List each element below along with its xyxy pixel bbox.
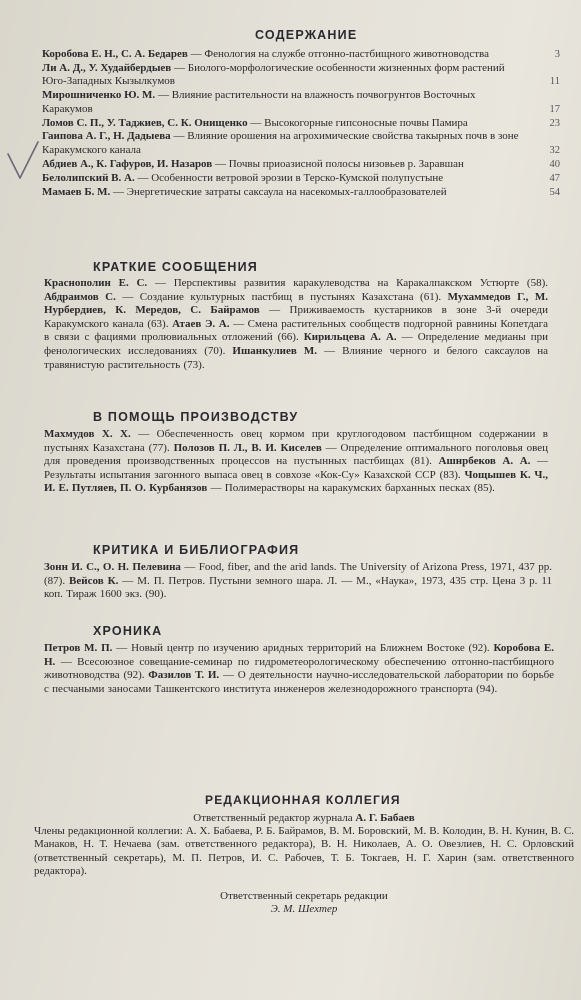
contents-entry-title: — Высокогорные гипсоносные почвы Памира bbox=[247, 116, 468, 129]
production-item-text: — Результаты испытания загонного выпаса овец в совхозе «Кок-Су» Казахской ССР (83). bbox=[44, 455, 549, 481]
contents-entry-authors: Гаипова А. Г., Н. Дадыева bbox=[42, 130, 171, 143]
brief-heading: КРАТКИЕ СООБЩЕНИЯ bbox=[93, 260, 258, 274]
brief-author: Атаев Э. А. bbox=[172, 317, 230, 330]
contents-entry-title: — Особенности ветровой эрозии в Терско-Кумской полупустыне bbox=[134, 171, 444, 184]
chronicle-author: Фазилов Т. И. bbox=[148, 669, 220, 682]
contents-entry bbox=[42, 171, 560, 185]
secretary-label: Ответственный секретарь редакции bbox=[220, 890, 388, 903]
contents-entry-page: 11 bbox=[549, 76, 560, 88]
contents-entry-page: 54 bbox=[549, 186, 560, 198]
contents-entry-page: 40 bbox=[549, 158, 560, 170]
contents-entry-authors: Мирошниченко Ю. М. bbox=[42, 89, 156, 102]
critique-section bbox=[44, 561, 552, 602]
editor-line bbox=[34, 812, 574, 825]
contents-entry-authors: Коробова Е. Н., С. А. Бедарев bbox=[42, 48, 188, 60]
critique-item-text: — М. П. Петров. Пустыни земного шара. Л. — М., «Наука», 1973, 435 стр. Цена 3 р. 11 коп. Тираж 1600 экз. (90). bbox=[44, 574, 552, 601]
brief-item-text: — Определение медианы при фенологических исследованиях (70). bbox=[44, 331, 548, 357]
critique-item-text: — Food, fiber, and the arid lands. The University of Arizona Press, 1971, 437 pp. (87). bbox=[44, 561, 553, 587]
contents-entry-text bbox=[42, 62, 548, 89]
pencil-checkmark-icon bbox=[6, 140, 40, 182]
contents-entry bbox=[42, 89, 560, 116]
contents-entry-page: 32 bbox=[549, 144, 560, 156]
contents-entry-text bbox=[42, 117, 548, 130]
brief-item-text: — Смена растительных сообществ подгорной равнины Копетдага в связи с фациями пролювиальных отложений (66). bbox=[44, 317, 548, 344]
editor-name: А. Г. Бабаев bbox=[355, 812, 415, 824]
brief-item-text: — Создание культурных пастбищ в пустынях Казахстана (61). bbox=[115, 290, 448, 303]
contents-entry-text bbox=[42, 172, 548, 185]
contents-entry-authors: Белолипский В. А. bbox=[42, 171, 135, 184]
production-section bbox=[44, 428, 548, 496]
brief-section bbox=[44, 277, 548, 372]
production-author: Чощышев К. Ч., И. Е. Путляев, П. О. Курбанязов bbox=[44, 468, 548, 495]
contents-entry-page: 47 bbox=[549, 172, 560, 184]
chronicle-heading: ХРОНИКА bbox=[93, 624, 163, 638]
production-item-text: — Определение оптимального поголовья овец для проведения производственных процессов на пустынных пастбищах (81). bbox=[44, 441, 549, 468]
brief-author: Абдраимов С. bbox=[44, 290, 116, 303]
brief-author: Краснополин Е. С. bbox=[44, 277, 148, 289]
contents-entry-title: — Фенология на службе отгонно-пастбищного животноводства bbox=[187, 48, 489, 60]
contents-entry-page: 23 bbox=[549, 117, 560, 129]
contents-entry bbox=[42, 185, 560, 199]
chronicle-item-text: — Всесоюзное совещание-семинар по гидрометеорологическому обеспечению отгонно-пастбищного животноводства (92). bbox=[44, 655, 554, 682]
board-heading: РЕДАКЦИОННАЯ КОЛЛЕГИЯ bbox=[205, 793, 401, 807]
editorial-board bbox=[34, 812, 574, 916]
contents-entry-page: 3 bbox=[554, 49, 560, 60]
brief-author: Кирильцева А. А. bbox=[303, 331, 397, 344]
chronicle-item-text: — Новый центр по изучению аридных территорий на Ближнем Востоке (92). bbox=[112, 642, 494, 654]
brief-item-text: — Влияние черного и белого саксаулов на травянистую растительность (73). bbox=[44, 344, 548, 371]
production-author: Махмудов Х. Х. bbox=[44, 428, 131, 440]
brief-author: Ишанкулиев М. bbox=[232, 344, 317, 357]
production-heading: В ПОМОЩЬ ПРОИЗВОДСТВУ bbox=[93, 410, 299, 424]
contents-entry-authors: Абдиев А., К. Гафуров, И. Назаров bbox=[42, 157, 213, 170]
chronicle-section bbox=[44, 642, 554, 696]
contents-entry-text bbox=[42, 48, 548, 61]
brief-author: Мухаммедов Г., М. Нурбердиев, К. Мередов, С. Байрамов bbox=[44, 290, 548, 317]
contents-entry bbox=[42, 130, 560, 157]
contents-entry-authors: Мамаев Б. М. bbox=[42, 185, 111, 198]
critique-heading: КРИТИКА И БИБЛИОГРАФИЯ bbox=[93, 543, 300, 557]
contents-entry-text bbox=[42, 89, 548, 116]
contents-entry-authors: Ломов С. П., У. Таджиев, С. К. Онищенко bbox=[42, 116, 248, 129]
contents-entry-text bbox=[42, 130, 548, 157]
contents-entry bbox=[42, 116, 560, 130]
members-list: А. Х. Бабаева, Р. Б. Байрамов, В. М. Боровский, М. В. Колодин, В. Н. Кунин, В. С. Манаков, Н. Т. Нечаева (зам. ответственного редактора), В. Н. Николаев, А. О. Овезлиев, Н. С. Орловский (ответственный секретарь), М. П. Петров, И. С. Рабочев, Т. Б. Токгаев, Н. Г. Харин (зам. ответственного редактора). bbox=[34, 825, 574, 877]
critique-author: Зонн И. С., О. Н. Пелевина bbox=[44, 561, 181, 573]
contents-entry-title: — Энергетические затраты саксаула на насекомых-галлообразователей bbox=[110, 185, 447, 198]
chronicle-item-text: — О деятельности научно-исследовательской лаборатории по борьбе с песчаными заносами Ташкентского института инженеров железнодорожного транспорта (94). bbox=[44, 669, 555, 695]
contents-entry-page: 17 bbox=[549, 103, 560, 115]
contents-list bbox=[42, 48, 560, 199]
production-item-text: — Полимерастворы на каракумских барханных песках (85). bbox=[207, 482, 495, 495]
contents-entry bbox=[42, 157, 560, 171]
chronicle-author: Коробова Е. Н. bbox=[44, 642, 555, 668]
editor-label: Ответственный редактор журнала bbox=[193, 812, 353, 824]
secretary-name: Э. М. Шехтер bbox=[270, 903, 338, 916]
contents-entry-authors: Ли А. Д., У. Худайбердыев bbox=[42, 61, 172, 74]
production-item-text: — Обеспеченность овец кормом при круглогодовом пастбищном содержании в пустынях Казахстана (77). bbox=[44, 428, 548, 454]
brief-item-text: — Приживаемость кустарников в зоне 3-й очереди Каракумского канала (63). bbox=[44, 304, 548, 330]
contents-entry-title: — Биолого-морфологические особенности жизненных форм растений Юго-Западных Кызылкумов bbox=[42, 61, 505, 88]
contents-entry-text bbox=[42, 158, 548, 171]
production-author: Ашнрбеков А. А. bbox=[438, 455, 531, 468]
contents-entry bbox=[42, 61, 560, 89]
critique-author: Вейсов К. bbox=[69, 574, 119, 587]
contents-entry-title: — Влияние орошения на агрохимические свойства такырных почв в зоне Каракумского канала bbox=[42, 130, 519, 156]
contents-entry-title: — Влияние растительности на влажность почвогрунтов Восточных Каракумов bbox=[42, 89, 476, 115]
chronicle-author: Петров М. П. bbox=[44, 642, 113, 654]
members-block bbox=[34, 825, 574, 878]
contents-entry bbox=[42, 48, 560, 61]
contents-entry-title: — Почвы приоазисной полосы низовьев р. Заравшан bbox=[212, 157, 464, 170]
members-label: Члены редакционной коллегии: bbox=[34, 825, 183, 838]
production-author: Полозов П. Л., В. И. Киселев bbox=[173, 441, 322, 454]
brief-item-text: — Перспективы развития каракулеводства на Каракалпакском Устюрте (58). bbox=[147, 277, 548, 289]
contents-entry-text bbox=[42, 186, 548, 199]
contents-heading: СОДЕРЖАНИЕ bbox=[255, 28, 358, 42]
